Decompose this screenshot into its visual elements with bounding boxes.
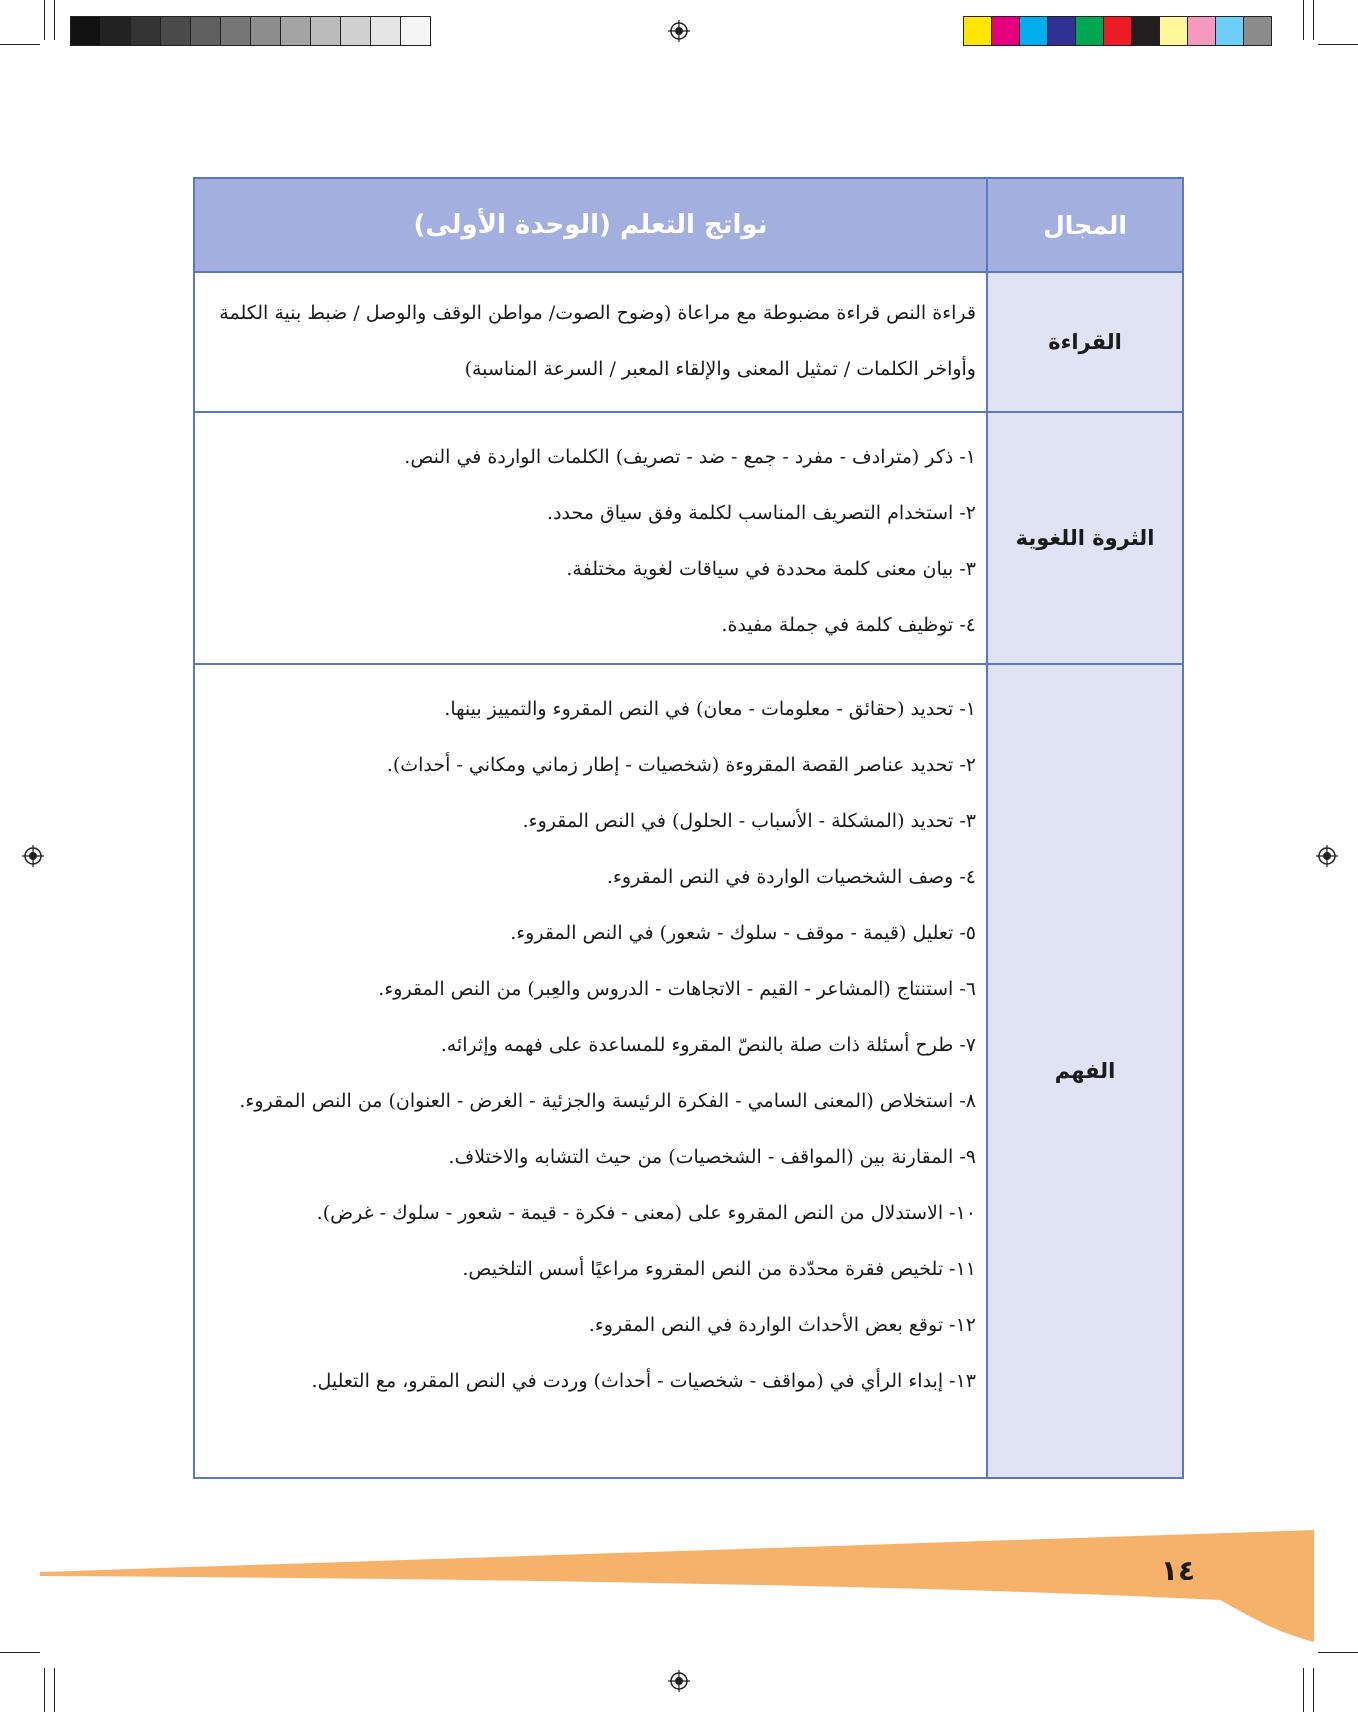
- outcome-item: ٣- تحديد (المشكلة - الأسباب - الحلول) في النص المقروء.: [522, 810, 976, 832]
- outcome-item: ١١- تلخيص فقرة محدّدة من النص المقروء مراعيًا أسس التلخيص.: [462, 1258, 976, 1280]
- color-swatch: [992, 17, 1020, 45]
- outcome-item: ٥- تعليل (قيمة - موقف - سلوك - شعور) في النص المقروء.: [510, 922, 976, 944]
- outcomes-cell: [195, 273, 986, 411]
- grayscale-swatch: [371, 17, 401, 45]
- grayscale-swatch: [251, 17, 281, 45]
- domain-cell: الثروة اللغوية: [986, 413, 1182, 663]
- outcome-item: ١- ذكر (مترادف - مفرد - جمع - ضد - تصريف) الكلمات الواردة في النص.: [404, 446, 976, 468]
- learning-outcomes-table: [193, 177, 1184, 1479]
- grayscale-swatch: [101, 17, 131, 45]
- grayscale-swatch: [221, 17, 251, 45]
- outcome-item: ٢- استخدام التصريف المناسب لكلمة وفق سياق محدد.: [547, 502, 976, 524]
- color-swatch: [1188, 17, 1216, 45]
- registration-mark-icon: [668, 1670, 690, 1692]
- grayscale-swatch: [281, 17, 311, 45]
- outcomes-column-header: نواتج التعلم (الوحدة الأولى): [195, 179, 986, 271]
- registration-mark-icon: [668, 20, 690, 42]
- crop-mark: [54, 1668, 55, 1712]
- color-calibration-bar: [963, 16, 1272, 46]
- crop-mark: [44, 0, 45, 40]
- crop-mark: [1313, 1668, 1314, 1712]
- outcome-item: ٣- بيان معنى كلمة محددة في سياقات لغوية مختلفة.: [566, 558, 976, 580]
- registration-mark-icon: [22, 845, 44, 867]
- color-swatch: [1132, 17, 1160, 45]
- table-header-row: [195, 179, 1182, 271]
- outcome-item: ٩- المقارنة بين (المواقف - الشخصيات) من حيث التشابه والاختلاف.: [448, 1146, 976, 1168]
- outcome-item: ١٢- توقع بعض الأحداث الواردة في النص المقروء.: [588, 1314, 976, 1336]
- outcomes-cell: [195, 665, 986, 1477]
- crop-mark: [1303, 0, 1304, 40]
- domain-cell: القراءة: [986, 273, 1182, 411]
- crop-mark: [0, 44, 40, 45]
- table-row-vocabulary: [195, 411, 1182, 663]
- outcome-item: ٤- توظيف كلمة في جملة مفيدة.: [721, 614, 976, 636]
- domain-cell: الفهم: [986, 665, 1182, 1477]
- outcome-item: ٤- وصف الشخصيات الواردة في النص المقروء.: [606, 866, 976, 888]
- outcome-item: ٧- طرح أسئلة ذات صلة بالنصّ المقروء للمساعدة على فهمه وإثرائه.: [440, 1034, 976, 1056]
- outcomes-cell: [195, 413, 986, 663]
- color-swatch: [1020, 17, 1048, 45]
- color-swatch: [1104, 17, 1132, 45]
- color-swatch: [1048, 17, 1076, 45]
- crop-mark: [54, 0, 55, 40]
- outcome-item: قراءة النص قراءة مضبوطة مع مراعاة (وضوح الصوت/ مواطن الوقف والوصل / ضبط بنية الكلمة وأواخر الكلمات / تمثيل المعنى والإلقاء المعبر / السرعة المناسبة): [219, 302, 976, 380]
- crop-mark: [44, 1668, 45, 1712]
- registration-mark-icon: [1316, 845, 1338, 867]
- grayscale-swatch: [341, 17, 371, 45]
- page-number: ١٤: [1160, 1554, 1196, 1587]
- color-swatch: [1244, 17, 1271, 45]
- outcome-item: ٨- استخلاص (المعنى السامي - الفكرة الرئيسة والجزئية - الغرض - العنوان) من النص المقروء.: [239, 1090, 976, 1112]
- outcome-item: ١- تحديد (حقائق - معلومات - معان) في النص المقروء والتمييز بينها.: [444, 698, 976, 720]
- outcome-item: ١٣- إبداء الرأي في (مواقف - شخصيات - أحداث) وردت في النص المقرو، مع التعليل.: [311, 1370, 976, 1392]
- color-swatch: [1216, 17, 1244, 45]
- color-swatch: [1160, 17, 1188, 45]
- grayscale-swatch: [71, 17, 101, 45]
- outcome-item: ١٠- الاستدلال من النص المقروء على (معنى - فكرة - قيمة - شعور - سلوك - غرض).: [316, 1202, 976, 1224]
- grayscale-swatch: [191, 17, 221, 45]
- grayscale-calibration-bar: [70, 16, 431, 46]
- crop-mark: [1303, 1668, 1304, 1712]
- domain-column-header: المجال: [986, 179, 1182, 271]
- crop-mark: [1318, 44, 1358, 45]
- color-swatch: [1076, 17, 1104, 45]
- color-swatch: [964, 17, 992, 45]
- grayscale-swatch: [311, 17, 341, 45]
- grayscale-swatch: [401, 17, 430, 45]
- outcome-item: ٦- استنتاج (المشاعر - القيم - الاتجاهات - الدروس والعِبر) من النص المقروء.: [378, 978, 976, 1000]
- grayscale-swatch: [131, 17, 161, 45]
- table-row-comprehension: [195, 663, 1182, 1477]
- crop-mark: [1313, 0, 1314, 40]
- grayscale-swatch: [161, 17, 191, 45]
- crop-mark: [1318, 1652, 1358, 1653]
- crop-mark: [0, 1652, 40, 1653]
- table-row-reading: [195, 271, 1182, 411]
- outcome-item: ٢- تحديد عناصر القصة المقروءة (شخصيات - إطار زماني ومكاني - أحداث).: [386, 754, 976, 776]
